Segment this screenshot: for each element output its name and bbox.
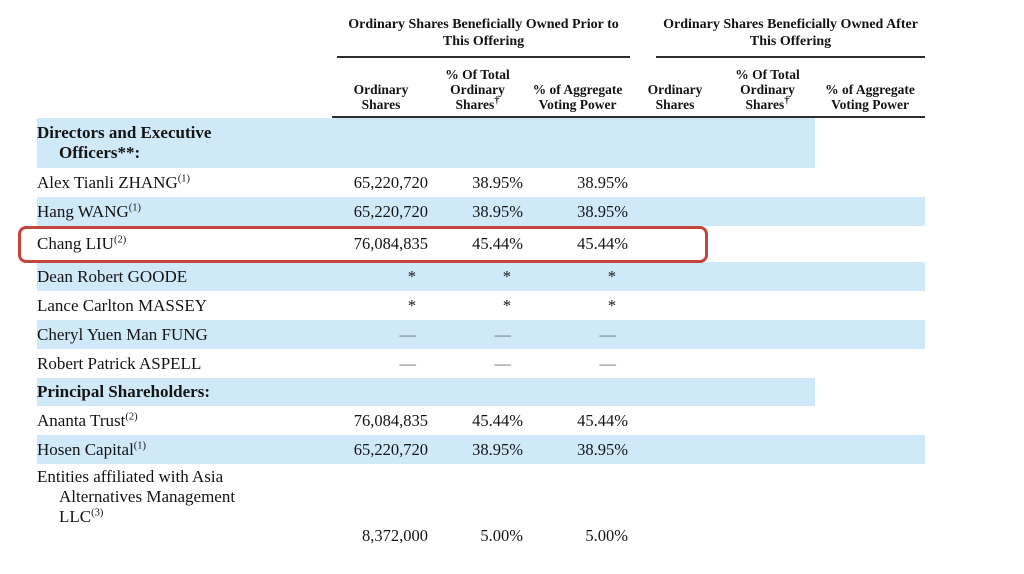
col-header-voting-power-after (815, 58, 925, 118)
cell-prior-pct-total: * (502, 266, 511, 286)
row-label: Alex Tianli ZHANG$^{(1)}$ (37, 172, 190, 192)
cell-prior-pct-total: 38.95% (472, 172, 523, 192)
column-header-row (37, 58, 925, 118)
cell-prior-shares: — (399, 324, 416, 344)
cell-prior-shares: 76,084,835 (353, 234, 428, 253)
row-label: Lance Carlton MASSEY (37, 295, 207, 315)
row-label: Entities affiliated with Asia Alternatives Management LLC$^{(3)}$ (37, 467, 236, 526)
footnote-superscript: (3) (91, 507, 104, 519)
footnote-superscript: (1) (128, 201, 142, 213)
cell-prior-pct-total: 38.95% (472, 439, 523, 459)
group-header-row (37, 10, 925, 58)
cell-prior-voting: 38.95% (577, 172, 629, 192)
footnote-superscript: (1) (177, 172, 190, 184)
group-header-prior (332, 10, 630, 58)
row-label: Chang LIU$^{(2)}$ (37, 234, 127, 253)
group-header-after (630, 10, 925, 58)
empty-name-header (37, 58, 332, 118)
table-row-cheryl-fung (37, 320, 925, 349)
cell-prior-pct-total: * (502, 295, 511, 315)
section-row-directors (37, 118, 925, 168)
col-header-label: % of Aggregate Voting Power (825, 82, 915, 112)
table-row-hosen-capital (37, 435, 925, 464)
footnote-superscript: (2) (113, 234, 127, 246)
cell-prior-shares: — (399, 353, 416, 373)
cell-prior-voting: — (599, 353, 617, 373)
dagger-superscript: † (784, 95, 790, 107)
cell-prior-voting: 38.95% (577, 201, 629, 221)
cell-prior-shares: * (407, 295, 416, 315)
cell-prior-voting: 45.44% (577, 410, 629, 430)
cell-prior-shares: 65,220,720 (353, 172, 428, 192)
col-header-voting-power-prior (525, 58, 630, 118)
row-label: Cheryl Yuen Man FUNG (37, 324, 208, 344)
cell-prior-shares: * (407, 266, 416, 286)
cell-prior-voting: — (599, 324, 617, 344)
col-header-label: % of Aggregate Voting Power (532, 82, 623, 112)
cell-prior-pct-total: 5.00% (480, 526, 523, 545)
section-row-principal-shareholders (37, 378, 925, 406)
section-label: Directors and Executive Officers**: (37, 123, 212, 162)
cell-prior-pct-total: 38.95% (472, 201, 523, 221)
row-label: Dean Robert GOODE (37, 266, 188, 286)
col-header-label: % Of Total Ordinary Shares (445, 67, 510, 112)
dagger-superscript: † (494, 95, 500, 107)
cell-prior-voting: * (607, 266, 617, 286)
cell-prior-pct-total: 45.44% (472, 410, 523, 430)
cell-prior-shares: 65,220,720 (353, 439, 428, 459)
cell-prior-voting: 45.44% (577, 234, 629, 253)
table-row-asia-alternatives (37, 464, 925, 556)
row-label: Hosen Capital$^{(1)}$ (37, 439, 147, 459)
row-label: Hang WANG$^{(1)}$ (37, 201, 142, 221)
ownership-table-wrap (37, 10, 925, 556)
cell-prior-pct-total: — (494, 353, 511, 373)
col-header-ordinary-shares-after (630, 58, 720, 118)
row-label: Robert Patrick ASPELL (37, 353, 202, 373)
empty-corner-cell (37, 10, 332, 58)
cell-prior-voting: * (607, 295, 617, 315)
cell-prior-pct-total: — (494, 324, 511, 344)
cell-prior-pct-total: 45.44% (472, 234, 523, 253)
cell-prior-voting: 38.95% (577, 439, 629, 459)
group-header-prior-label: Ordinary Shares Beneficially Owned Prior to This Offering (337, 10, 630, 58)
cell-prior-voting: 5.00% (585, 526, 629, 545)
col-header-pct-total-after (720, 58, 815, 118)
col-header-label: Ordinary Shares (353, 82, 409, 112)
table-row-alex-zhang (37, 168, 925, 197)
col-header-label: % Of Total Ordinary Shares (735, 67, 800, 112)
table-row-hang-wang (37, 197, 925, 226)
table-row-dean-goode (37, 262, 925, 291)
cell-prior-shares: 65,220,720 (353, 201, 428, 221)
beneficial-ownership-table (37, 10, 925, 556)
table-row-lance-massey (37, 291, 925, 320)
row-label: Ananta Trust$^{(2)}$ (37, 410, 138, 430)
footnote-superscript: (1) (133, 439, 147, 451)
col-header-pct-total-prior (430, 58, 525, 118)
group-header-after-label: Ordinary Shares Beneficially Owned After This Offering (656, 10, 925, 58)
table-row-ananta-trust (37, 406, 925, 435)
table-row-chang-liu (37, 226, 925, 262)
section-label: Principal Shareholders: (37, 382, 210, 401)
table-row-robert-aspell (37, 349, 925, 378)
col-header-ordinary-shares-prior (332, 58, 430, 118)
footnote-superscript: (2) (125, 410, 138, 422)
cell-prior-shares: 76,084,835 (353, 410, 428, 430)
cell-prior-shares: 8,372,000 (362, 526, 428, 545)
col-header-label: Ordinary Shares (647, 82, 703, 112)
